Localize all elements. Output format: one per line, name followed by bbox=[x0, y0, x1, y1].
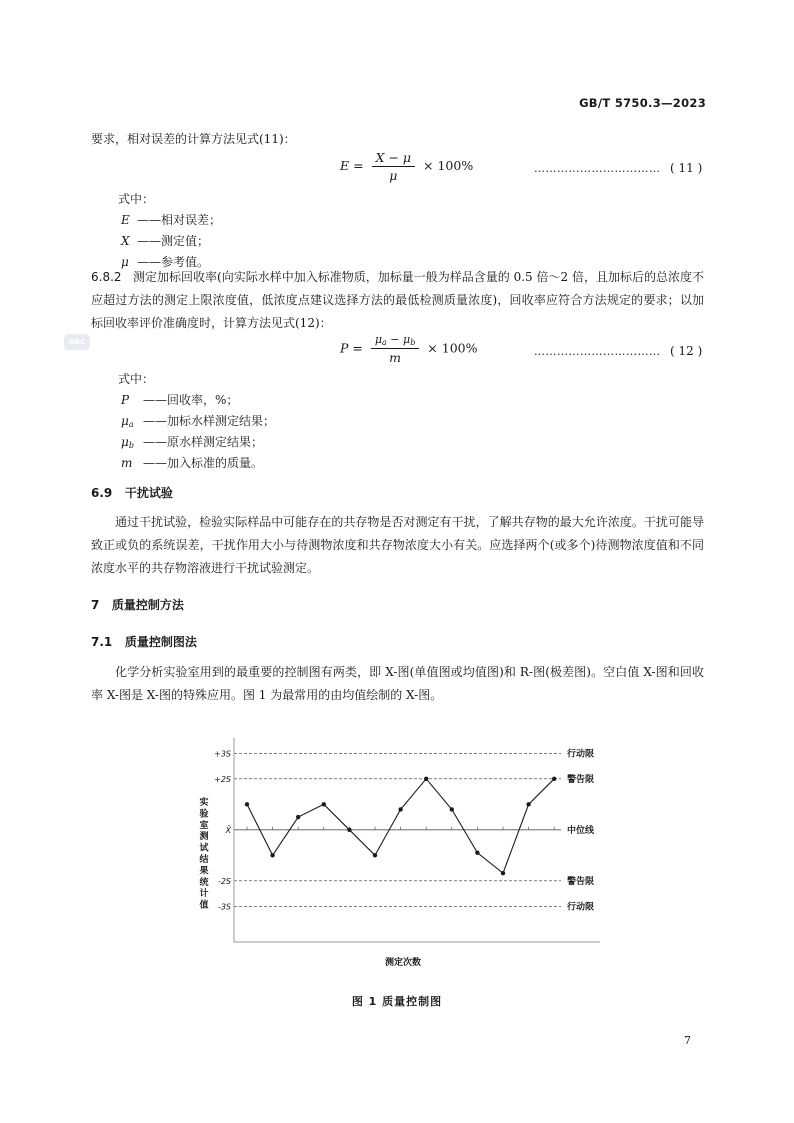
quality-control-chart bbox=[185, 735, 625, 975]
data-point bbox=[424, 777, 428, 781]
reference-line-label: 警告限 bbox=[567, 774, 595, 785]
eq12-lhs: P bbox=[340, 340, 349, 356]
axes bbox=[234, 738, 600, 942]
where1-desc: ——测定值； bbox=[137, 234, 210, 248]
requirement-line: 要求，相对误差的计算方法见式(11)： bbox=[91, 132, 296, 146]
eq12-minus: − bbox=[386, 333, 404, 346]
reference-tick-label: -3S bbox=[217, 902, 231, 912]
section-number: 6.8.2 bbox=[91, 270, 122, 284]
data-point bbox=[322, 802, 326, 806]
y-axis-label-char: 果 bbox=[199, 866, 209, 877]
y-axis-label-char: 计 bbox=[199, 889, 209, 900]
where1-sym: X bbox=[121, 234, 130, 248]
reference-tick-label: +2S bbox=[214, 774, 231, 784]
where1-row bbox=[121, 209, 221, 231]
section-number: 6.9 bbox=[91, 486, 113, 500]
eq12-sub-b: b bbox=[410, 338, 416, 347]
section-number: 7 bbox=[91, 598, 100, 612]
reference-line-label: 行动限 bbox=[567, 902, 595, 913]
eq11-equals: = bbox=[353, 158, 364, 173]
data-point bbox=[245, 802, 249, 806]
page-number: 7 bbox=[684, 1034, 691, 1047]
where1-label: 式中： bbox=[118, 192, 155, 206]
reference-tick-label: +3S bbox=[214, 749, 231, 759]
where2-desc: ——加标水样测定结果； bbox=[143, 414, 276, 428]
section-number: 7.1 bbox=[91, 635, 113, 649]
eq12-equals: = bbox=[352, 340, 363, 356]
reference-tick-label: X̄ bbox=[225, 825, 231, 835]
where1-desc: ——参考值。 bbox=[137, 255, 210, 269]
section-7-1-heading bbox=[91, 633, 197, 650]
where2-label: 式中： bbox=[118, 372, 155, 386]
section-6-8-2 bbox=[91, 266, 704, 335]
y-axis-label-char: 室 bbox=[199, 820, 209, 831]
where2-desc: ——回收率，%； bbox=[143, 393, 239, 407]
eq12-mu-a: μ bbox=[374, 333, 383, 346]
data-series bbox=[245, 777, 557, 876]
where2-desc: ——原水样测定结果； bbox=[143, 435, 264, 449]
eq12-sub-a: a bbox=[382, 338, 387, 347]
where2-row bbox=[121, 452, 263, 478]
data-point bbox=[373, 853, 377, 857]
data-point bbox=[501, 871, 505, 875]
data-point bbox=[526, 802, 530, 806]
where1-sym: μ bbox=[121, 255, 129, 269]
y-axis-label-char: 统 bbox=[199, 877, 209, 888]
where2-sym-letter: μ bbox=[121, 435, 129, 449]
eq11-multiplier: × 100% bbox=[423, 158, 474, 173]
where1-desc: ——相对误差； bbox=[137, 213, 222, 227]
equation-11 bbox=[340, 150, 473, 183]
where2-sym-letter: P bbox=[121, 393, 130, 407]
data-point bbox=[450, 807, 454, 811]
section-6-9-heading bbox=[91, 484, 173, 501]
y-axis-label-char: 验 bbox=[199, 809, 209, 820]
section-6-9-text: 通过干扰试验，检验实际样品中可能存在的共存物是否对测定有干扰，了解共存物的最大允许浓度。干扰可能导致正或负的系统误差，干扰作用大小与待测物浓度和共存物浓度大小有关。应选择两个(或多个)待测物浓度值和不同浓度水平的共存物溶液进行干扰试验测定。 bbox=[91, 515, 704, 575]
where2-sym-sub: a bbox=[128, 420, 134, 429]
data-point bbox=[270, 853, 274, 857]
y-axis-label-char: 值 bbox=[199, 900, 209, 911]
equation-12 bbox=[340, 333, 477, 365]
data-point bbox=[296, 815, 300, 819]
section-title: 干扰试验 bbox=[124, 486, 173, 500]
y-axis-label-char: 试 bbox=[199, 843, 209, 854]
y-axis-label-char: 结 bbox=[199, 855, 209, 865]
standard-number: GB/T 5750.3—2023 bbox=[579, 96, 706, 110]
sac-logo: sac bbox=[64, 334, 90, 350]
reference-line-label: 行动限 bbox=[567, 749, 595, 760]
series-line bbox=[247, 779, 554, 873]
reference-lines bbox=[214, 747, 595, 912]
reference-line-label: 中位线 bbox=[567, 825, 595, 836]
data-point bbox=[347, 828, 351, 832]
eq11-number: ( 11 ) bbox=[670, 161, 703, 175]
section-title: 质量控制图法 bbox=[124, 635, 197, 649]
eq12-mu-b: μ bbox=[403, 333, 411, 346]
section-7-1-text: 化学分析实验室用到的最重要的控制图有两类，即 X-图(单值图或均值图)和 R-图(极差图)。空白值 X-图和回收率 X-图是 X-图的特殊应用。图 1 为最常用的由均值绘制的 X-图。 bbox=[91, 665, 704, 702]
y-axis-label bbox=[199, 796, 209, 911]
eq11-numerator: X − μ bbox=[372, 150, 415, 167]
where2-desc: ——加入标准的质量。 bbox=[143, 456, 264, 470]
where2-sym-letter: μ bbox=[121, 414, 129, 428]
figure-caption: 图 1 质量控制图 bbox=[351, 995, 443, 1008]
reference-line-label: 警告限 bbox=[567, 876, 595, 887]
eq12-fraction bbox=[371, 333, 419, 365]
reference-tick-label: -2S bbox=[217, 876, 231, 886]
where2-sym-sub: b bbox=[128, 441, 134, 450]
eq11-denominator: μ bbox=[389, 168, 398, 183]
where2-sym bbox=[121, 452, 143, 478]
x-axis-label: 测定次数 bbox=[384, 958, 422, 968]
section-text: 测定加标回收率(向实际水样中加入标准物质，加标量一般为样品含量的 0.5 倍～2 倍，且加标后的总浓度不应超过方法的测定上限浓度值，低浓度点建议选择方法的最低检测质量浓度)，回收率应符合方法规定的要求；以加标回收率评价准确度时，计算方法见式(12)： bbox=[91, 270, 704, 330]
eq11-leader-dots: …………………………… bbox=[534, 162, 661, 175]
where2-sym-letter: m bbox=[121, 456, 133, 470]
data-point bbox=[398, 807, 402, 811]
y-axis-label-char: 实 bbox=[199, 798, 209, 808]
section-title: 质量控制方法 bbox=[111, 598, 184, 612]
eq12-multiplier: × 100% bbox=[427, 340, 478, 356]
eq12-denominator: m bbox=[389, 350, 402, 365]
eq11-lhs: E bbox=[340, 158, 350, 173]
y-axis-label-char: 测 bbox=[199, 832, 209, 843]
eq12-numerator bbox=[371, 333, 419, 349]
section-7-heading bbox=[91, 596, 184, 613]
data-point bbox=[475, 851, 479, 855]
eq12-leader-dots: …………………………… bbox=[534, 345, 661, 358]
eq12-number: ( 12 ) bbox=[670, 344, 703, 358]
where1-sym: E bbox=[121, 213, 130, 227]
data-point bbox=[552, 777, 556, 781]
eq11-fraction bbox=[372, 150, 415, 183]
where1-row bbox=[121, 230, 209, 252]
